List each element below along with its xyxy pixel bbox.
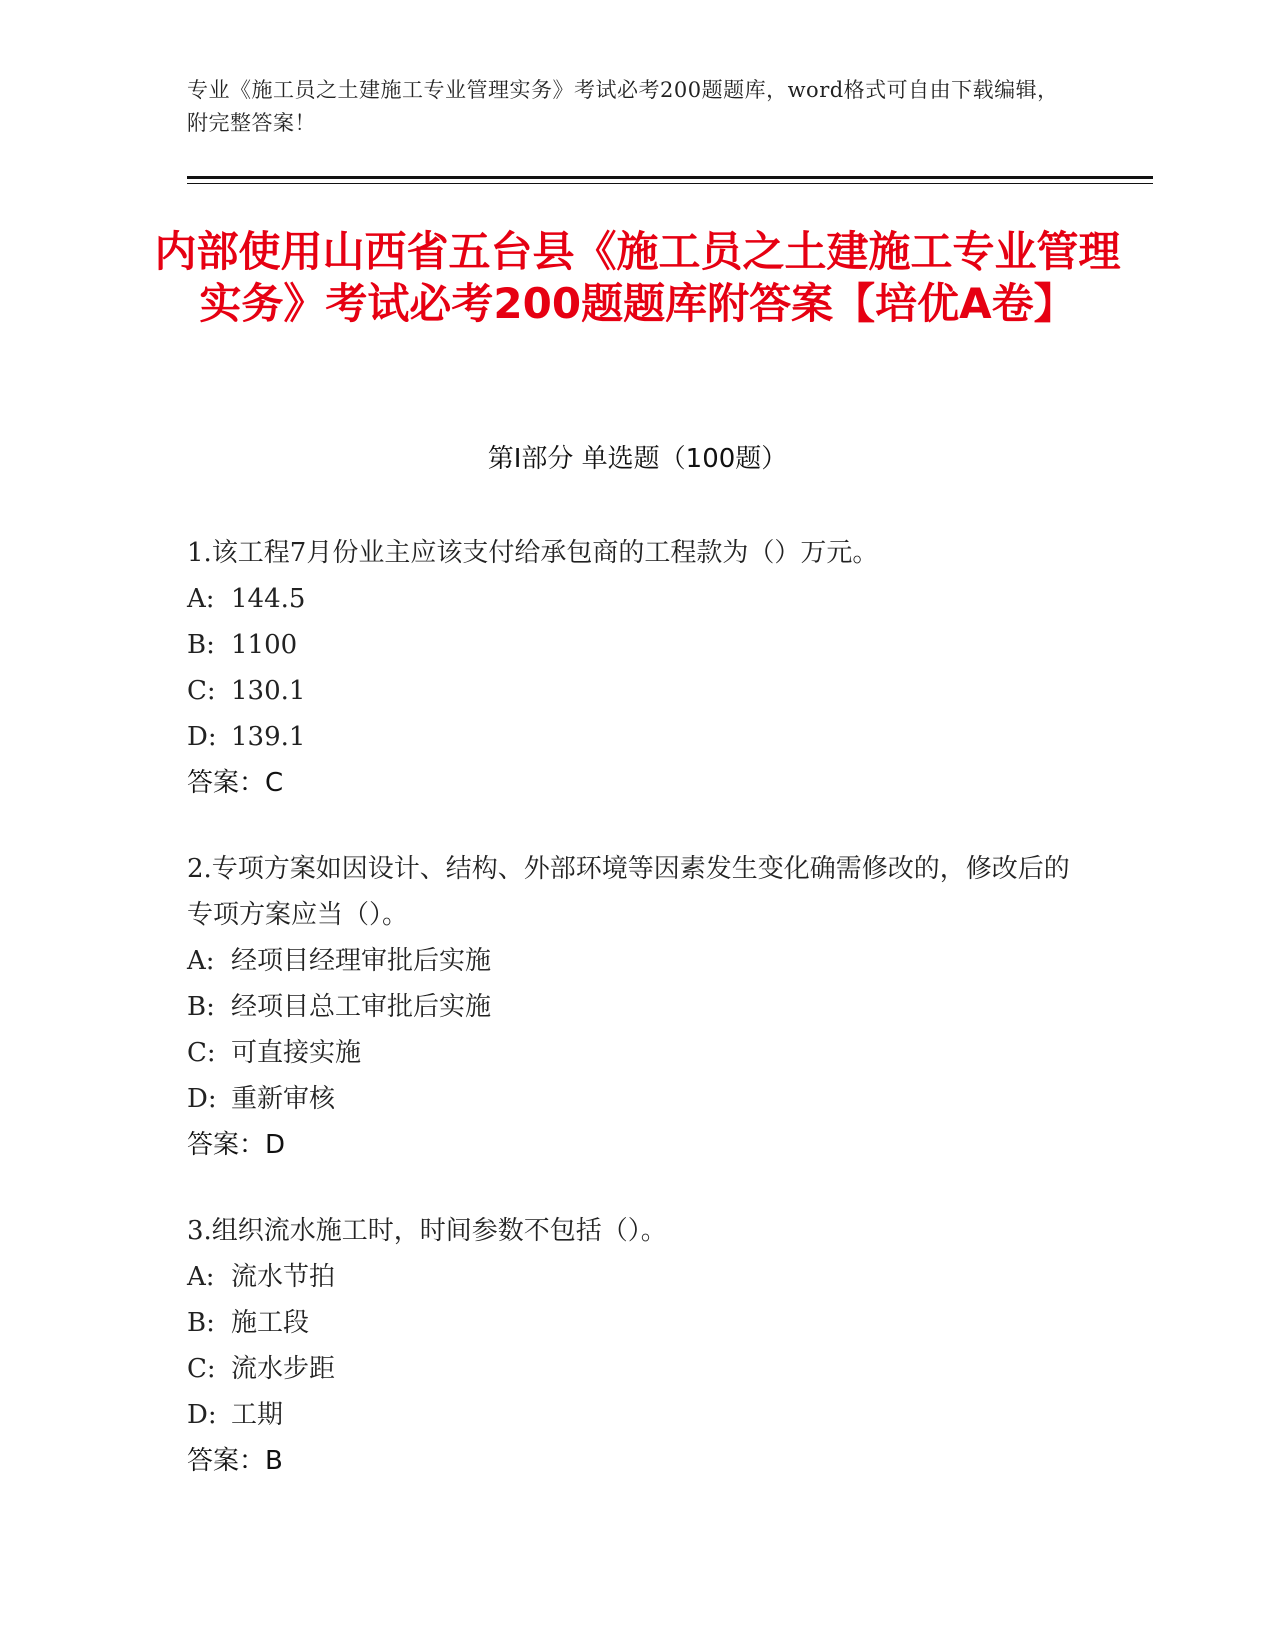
option-text: 139.1 (231, 722, 306, 752)
header-note: 专业《施工员之土建施工专业管理实务》考试必考200题题库，word格式可自由下载编辑，附完整答案！ (187, 78, 1059, 135)
answer-line: 答案：C (187, 768, 284, 798)
option-letter: A: (187, 1262, 215, 1292)
option-letter: B: (187, 1308, 215, 1338)
header-rule-thin (187, 183, 1153, 184)
section-title: 第I部分 单选题（100题） (487, 444, 788, 474)
option-a (187, 1254, 1087, 1300)
question-3 (187, 1208, 1087, 1484)
option-letter: B: (187, 630, 215, 660)
option-c (187, 1346, 1087, 1392)
option-a (187, 576, 1087, 622)
option-text: 工期 (231, 1400, 284, 1430)
option-text: 经项目经理审批后实施 (231, 946, 492, 976)
option-letter: A: (187, 584, 215, 614)
option-text: 130.1 (231, 676, 306, 706)
question-stem: 3.组织流水施工时，时间参数不包括（）。 (187, 1216, 667, 1246)
option-letter: A: (187, 946, 215, 976)
option-b (187, 1300, 1087, 1346)
option-text: 1100 (231, 630, 298, 660)
question-list (187, 530, 1087, 1524)
option-text: 可直接实施 (231, 1038, 362, 1068)
question-stem: 2.专项方案如因设计、结构、外部环境等因素发生变化确需修改的，修改后的专项方案应当（）。 (187, 854, 1070, 930)
answer-line: 答案：B (187, 1446, 283, 1476)
option-letter: D: (187, 722, 217, 752)
option-letter: C: (187, 1354, 216, 1384)
option-letter: D: (187, 1400, 217, 1430)
question-1 (187, 530, 1087, 806)
option-text: 流水步距 (231, 1354, 336, 1384)
header-rule-thick (187, 176, 1153, 179)
option-letter: D: (187, 1084, 217, 1114)
option-d (187, 714, 1087, 760)
answer-line: 答案：D (187, 1130, 286, 1160)
option-letter: B: (187, 992, 215, 1022)
option-text: 144.5 (231, 584, 306, 614)
option-b (187, 984, 1087, 1030)
option-c (187, 1030, 1087, 1076)
question-2 (187, 846, 1087, 1168)
option-text: 经项目总工审批后实施 (231, 992, 492, 1022)
option-text: 流水节拍 (231, 1262, 336, 1292)
option-letter: C: (187, 1038, 216, 1068)
option-d (187, 1392, 1087, 1438)
option-a (187, 938, 1087, 984)
option-letter: C: (187, 676, 216, 706)
option-text: 施工段 (231, 1308, 310, 1338)
option-d (187, 1076, 1087, 1122)
option-text: 重新审核 (231, 1084, 336, 1114)
option-c (187, 668, 1087, 714)
question-stem: 1.该工程7月份业主应该支付给承包商的工程款为（）万元。 (187, 538, 879, 568)
option-b (187, 622, 1087, 668)
document-title: 内部使用山西省五台县《施工员之土建施工专业管理实务》考试必考200题题库附答案【培优A卷】 (154, 227, 1121, 328)
